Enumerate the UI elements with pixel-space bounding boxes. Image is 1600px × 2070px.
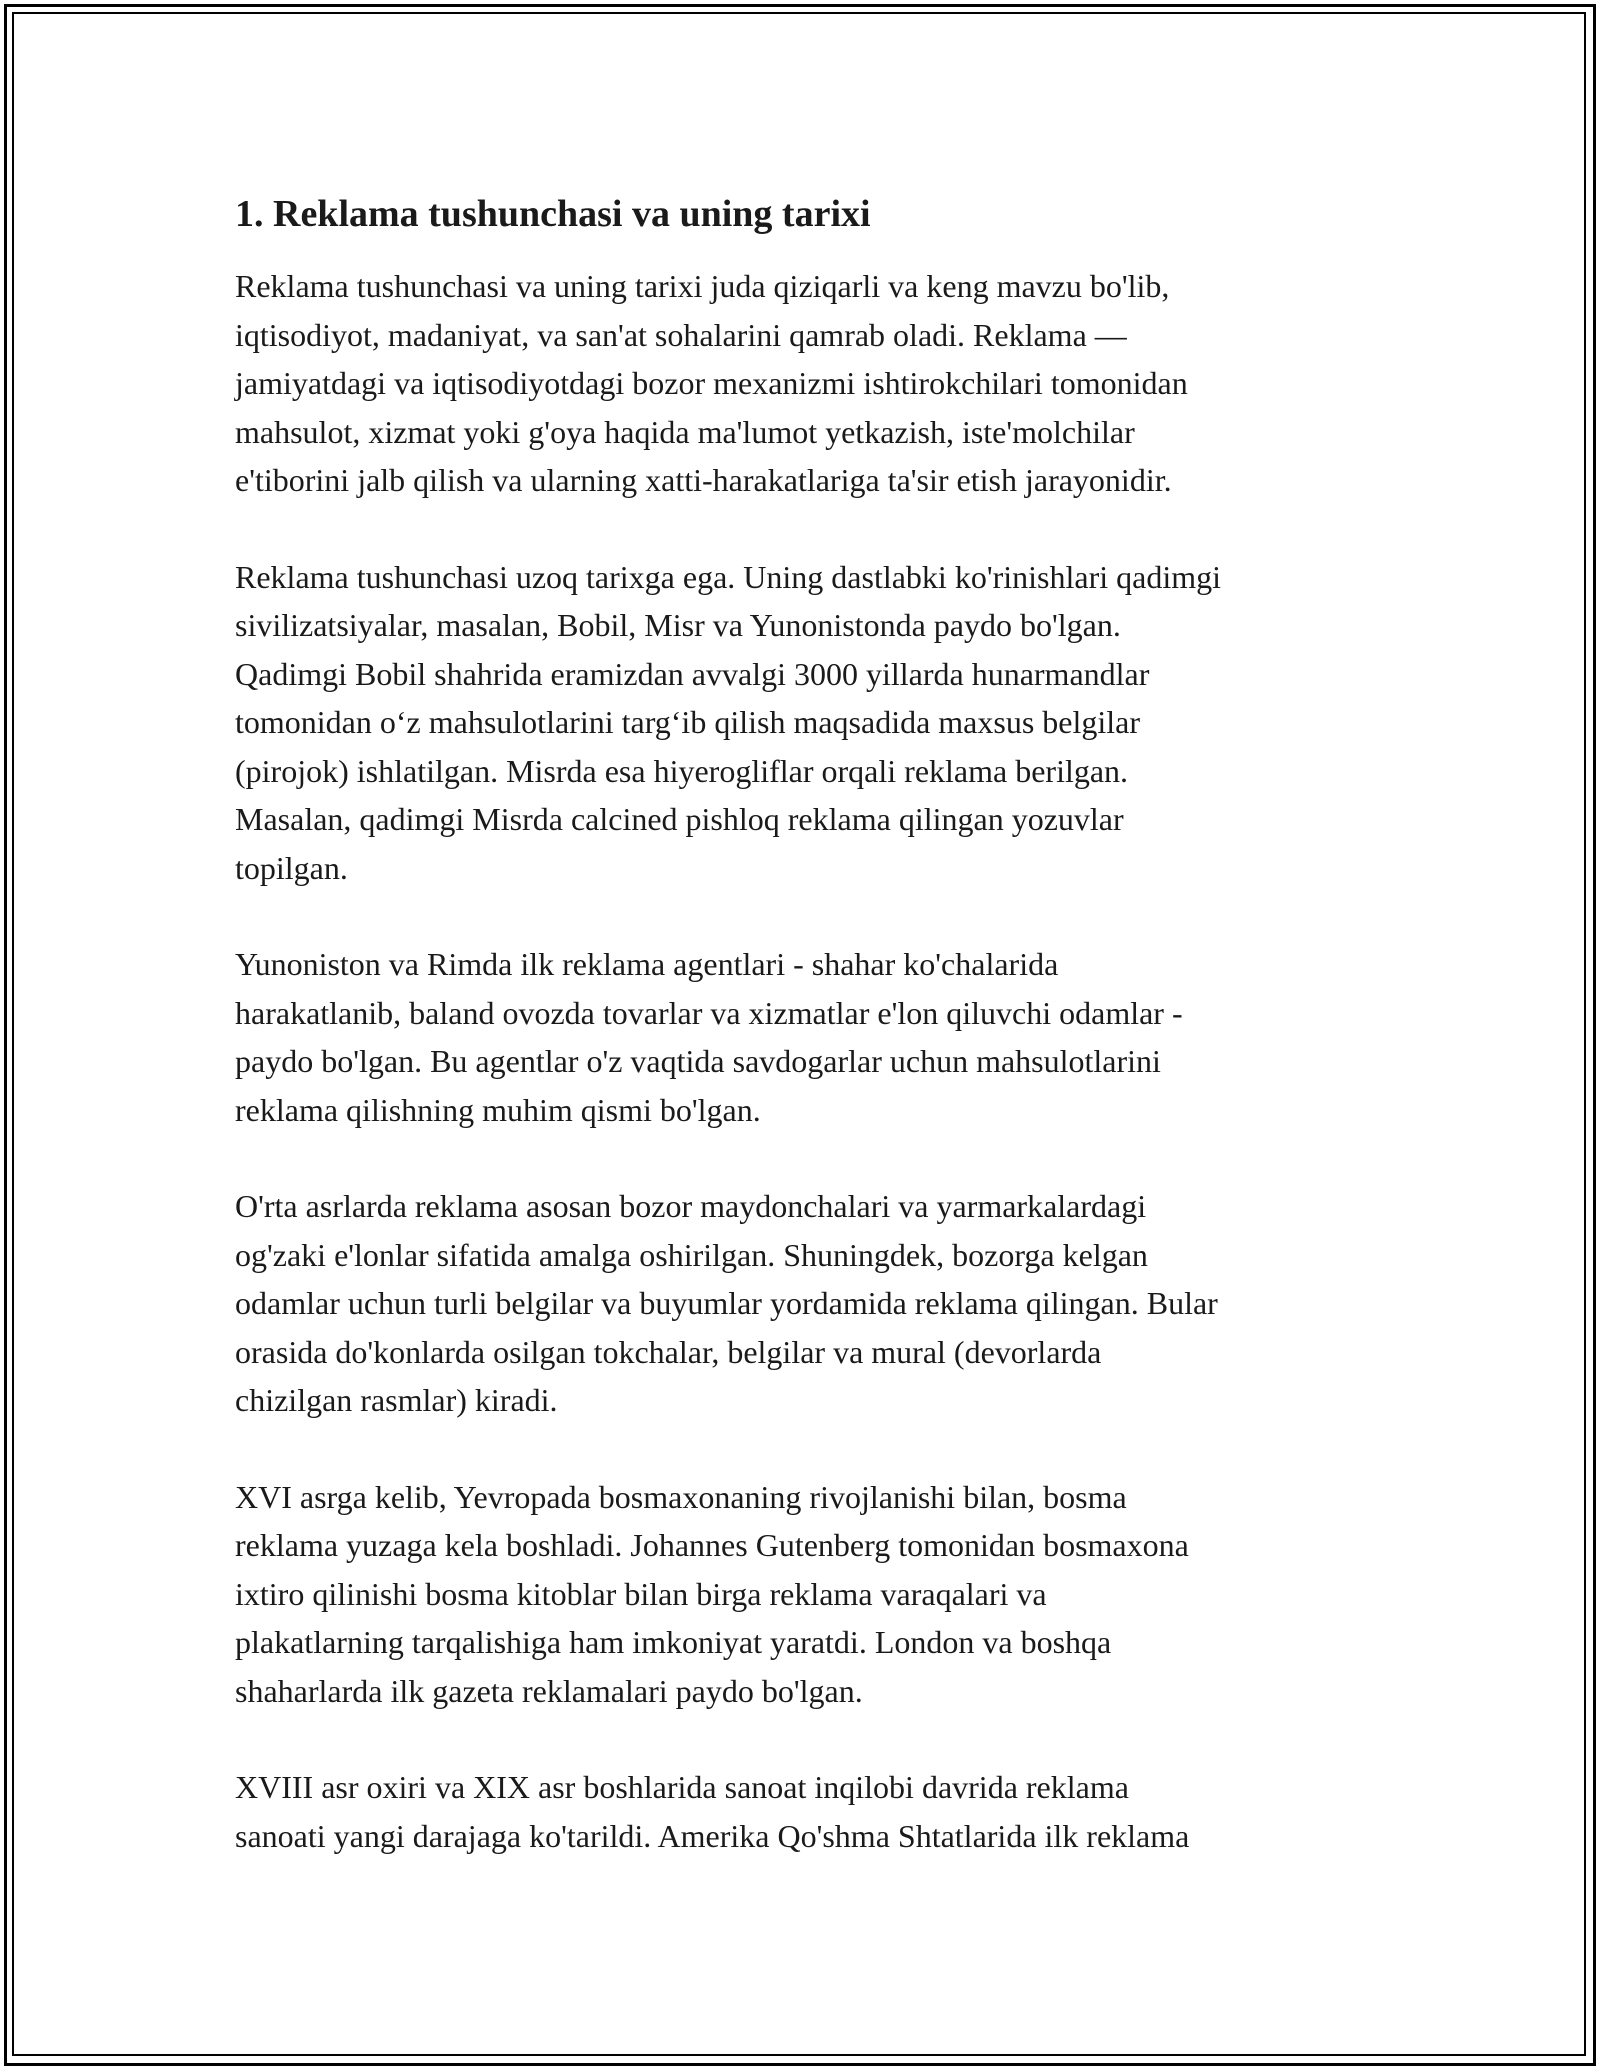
paragraph-6 (235, 1763, 1385, 1860)
text-line: orasida do'konlarda osilgan tokchalar, belgilar va mural (devorlarda (235, 1333, 1102, 1370)
text-line: topilgan. (235, 849, 348, 886)
text-line: Qadimgi Bobil shahrida eramizdan avvalgi 3000 yillarda hunarmandlar (235, 655, 1150, 692)
text-line: sivilizatsiyalar, masalan, Bobil, Misr va Yunonistonda paydo bo'lgan. (235, 607, 1121, 643)
text-line: odamlar uchun turli belgilar va buyumlar yordamida reklama qilingan. Bular (235, 1285, 1218, 1321)
text-line: reklama yuzaga kela boshladi. Johannes Gutenberg tomonidan bosmaxona (235, 1527, 1189, 1563)
paragraph-4 (235, 1182, 1385, 1425)
text-line: harakatlanib, baland ovozda tovarlar va xizmatlar e'lon qiluvchi odamlar - (235, 994, 1183, 1031)
text-line: chizilgan rasmlar) kiradi. (235, 1382, 558, 1418)
text-line: paydo bo'lgan. Bu agentlar o'z vaqtida savdogarlar uchun mahsulotlarini (235, 1043, 1161, 1079)
document-body (235, 190, 1385, 1908)
text-line: iqtisodiyot, madaniyat, va san'at sohalarini qamrab oladi. Reklama — (235, 316, 1127, 353)
text-line: sanoati yangi darajaga ko'tarildi. Amerika Qo'shma Shtatlarida ilk reklama (235, 1817, 1190, 1854)
text-line: Reklama tushunchasi uzoq tarixga ega. Uning dastlabki ko'rinishlari qadimgi (235, 558, 1221, 595)
text-line: shaharlarda ilk gazeta reklamalari paydo bo'lgan. (235, 1672, 863, 1709)
paragraph-2 (235, 553, 1385, 893)
text-line: Yunoniston va Rimda ilk reklama agentlari - shahar ko'chalarida (235, 946, 1059, 982)
text-line: Reklama tushunchasi va uning tarixi juda qiziqarli va keng mavzu bo'lib, (235, 268, 1170, 304)
text-line: O'rta asrlarda reklama asosan bozor maydonchalari va yarmarkalardagi (235, 1188, 1147, 1224)
text-line: plakatlarning tarqalishiga ham imkoniyat yaratdi. London va boshqa (235, 1624, 1112, 1660)
text-line: (pirojok) ishlatilgan. Misrda esa hiyerogliflar orqali reklama berilgan. (235, 752, 1129, 789)
text-line: reklama qilishning muhim qismi bo'lgan. (235, 1091, 761, 1128)
text-line: Masalan, qadimgi Misrda calcined pishloq reklama qilingan yozuvlar (235, 801, 1124, 837)
paragraph-5 (235, 1473, 1385, 1716)
section-heading: 1. Reklama tushunchasi va uning tarixi (235, 193, 871, 235)
paragraph-1 (235, 262, 1385, 505)
text-line: tomonidan o‘z mahsulotlarini targ‘ib qilish maqsadida maxsus belgilar (235, 704, 1141, 740)
paragraph-3 (235, 940, 1385, 1134)
text-line: jamiyatdagi va iqtisodiyotdagi bozor mexanizmi ishtirokchilari tomonidan (235, 365, 1188, 401)
text-line: ixtiro qilinishi bosma kitoblar bilan birga reklama varaqalari va (235, 1575, 1047, 1612)
text-line: XVIII asr oxiri va XIX asr boshlarida sanoat inqilobi davrida reklama (235, 1769, 1129, 1805)
text-line: og'zaki e'lonlar sifatida amalga oshirilgan. Shuningdek, bozorga kelgan (235, 1236, 1148, 1273)
text-line: mahsulot, xizmat yoki g'oya haqida ma'lumot yetkazish, iste'molchilar (235, 413, 1135, 450)
text-line: e'tiborini jalb qilish va ularning xatti-harakatlariga ta'sir etish jarayonidir. (235, 462, 1172, 498)
text-line: XVI asrga kelib, Yevropada bosmaxonaning rivojlanishi bilan, bosma (235, 1478, 1127, 1515)
